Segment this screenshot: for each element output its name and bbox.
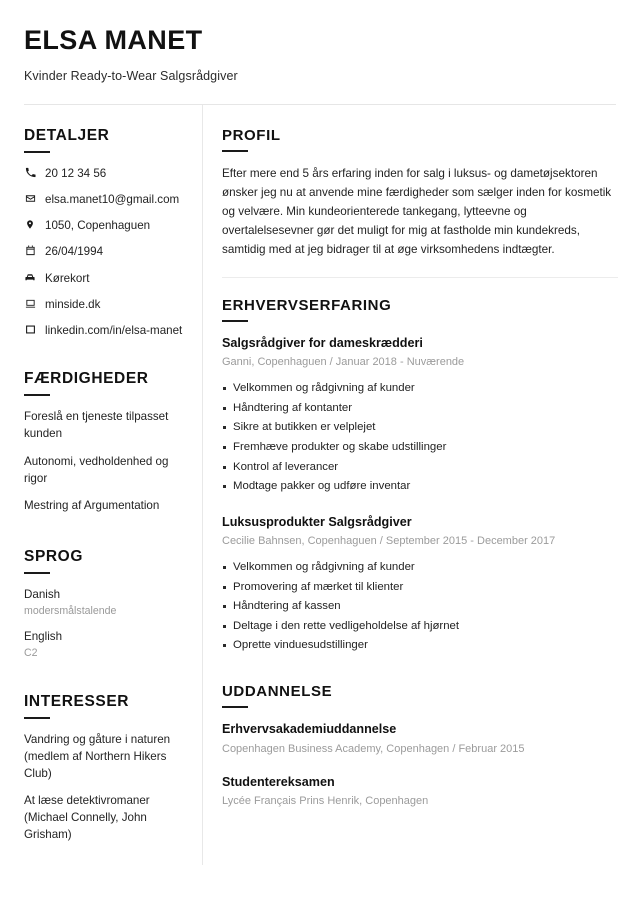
entry-meta: Ganni, Copenhaguen / Januar 2018 - Nuværende [222, 356, 465, 369]
section-heading-skills: FÆRDIGHEDER [24, 370, 149, 388]
heading-underline [24, 572, 50, 574]
contact-item-driving-licence[interactable] [24, 270, 186, 286]
list-item: Sikre at butikken er velplejet [222, 418, 618, 438]
heading-underline [24, 151, 50, 153]
education-entry [222, 721, 618, 756]
profile-text: Efter mere end 5 års erfaring inden for salg i luksus- og dametøjsektoren ønsker jeg nu at anvende mine færdigheder som sælger inden for kosmetik og velvære. Min kundeorienterede tankegang, lytteevne og overtalelsesevner gør det muligt for mig at fastholde min kundekreds, samtidig med at jeg bidrager til at øge virksomhedens indtægter. [222, 166, 612, 256]
entry-meta: Cecilie Bahnsen, Copenhaguen / September 2015 - December 2017 [222, 535, 556, 548]
heading-underline [24, 717, 50, 719]
contact-value: Kørekort [45, 271, 90, 285]
language-name: English [24, 630, 63, 644]
education-entry [222, 774, 618, 809]
section-details [24, 127, 186, 339]
heading-underline [222, 706, 248, 708]
education-list [222, 721, 618, 808]
list-item: Kontrol af leverancer [222, 458, 618, 478]
main-content [203, 105, 640, 855]
contact-value: elsa.manet10@gmail.com [45, 193, 180, 207]
list-item [24, 629, 186, 661]
calendar-icon [24, 244, 36, 258]
list-item: Velkommen og rådgivning af kunder [222, 558, 618, 578]
section-rule [222, 277, 618, 278]
section-heading-languages: SPROG [24, 548, 83, 566]
list-item: Mestring af Argumentation [24, 499, 160, 513]
experience-entry [222, 514, 618, 656]
car-icon [24, 270, 36, 284]
entry-meta: Lycée Français Prins Henrik, Copenhagen [222, 794, 429, 807]
list-item: Foreslå en tjeneste tilpasset kunden [24, 410, 169, 441]
profile-body [222, 165, 618, 260]
contact-item-location[interactable] [24, 218, 186, 234]
spacer [24, 348, 186, 370]
language-name: Danish [24, 588, 61, 602]
list-item: Håndtering af kontanter [222, 399, 618, 419]
section-heading-details: DETALJER [24, 126, 110, 144]
list-item: Deltage i den rette vedligeholdelse af hjørnet [222, 617, 618, 637]
resume-header [0, 0, 640, 83]
entry-bullet-list [222, 379, 618, 497]
language-level: C2 [24, 647, 38, 660]
section-heading-interests: INTERESSER [24, 693, 130, 711]
phone-icon [24, 166, 36, 180]
spacer [24, 526, 186, 548]
section-interests [24, 693, 186, 844]
contact-item-email[interactable] [24, 192, 186, 208]
job-title: Kvinder Ready-to-Wear Salgsrådgiver [24, 68, 238, 83]
page-title: ELSA MANET [24, 25, 203, 55]
list-item: Autonomi, vedholdenhed og rigor [24, 454, 169, 485]
heading-underline [24, 394, 50, 396]
experience-list [222, 335, 618, 656]
section-experience [222, 297, 618, 656]
contact-item-birthdate[interactable] [24, 244, 186, 260]
section-profile [222, 127, 618, 260]
sidebar [0, 105, 202, 855]
list-item: Velkommen og rådgivning af kunder [222, 379, 618, 399]
contact-value: 20 12 34 56 [45, 167, 107, 180]
entry-degree: Studentereksamen [222, 774, 335, 789]
section-languages [24, 548, 186, 661]
column-divider [202, 105, 203, 865]
entry-role: Salgsrådgiver for dameskrædderi [222, 335, 423, 350]
location-pin-icon [24, 218, 36, 232]
list-item: Håndtering af kassen [222, 597, 618, 617]
entry-meta: Copenhagen Business Academy, Copenhagen / Februar 2015 [222, 742, 525, 755]
contact-item-website[interactable] [24, 296, 186, 312]
section-heading-profile: PROFIL [222, 126, 281, 144]
linkedin-icon [24, 322, 36, 336]
entry-role: Luksusprodukter Salgsrådgiver [222, 514, 412, 529]
entry-degree: Erhvervsakademiuddannelse [222, 722, 397, 737]
resume-body [0, 105, 640, 855]
list-item: Oprette vinduesudstillinger [222, 636, 618, 656]
contact-value: 26/04/1994 [45, 245, 104, 259]
entry-bullet-list [222, 558, 618, 656]
contact-value: 1050, Copenhaguen [45, 219, 151, 233]
section-heading-experience: ERHVERVSERFARING [222, 296, 392, 314]
languages-list [24, 587, 186, 661]
heading-underline [222, 320, 248, 322]
list-item [24, 587, 186, 619]
contact-value: linkedin.com/in/elsa-manet [45, 323, 183, 337]
experience-entry [222, 335, 618, 497]
list-item: At læse detektivromaner (Michael Connelly, John Grisham) [24, 794, 150, 841]
details-list [24, 166, 186, 339]
website-icon [24, 296, 36, 310]
section-skills [24, 370, 186, 515]
list-item: Promovering af mærket til klienter [222, 578, 618, 598]
spacer [222, 673, 618, 683]
list-item: Fremhæve produkter og skabe udstillinger [222, 438, 618, 458]
contact-item-phone[interactable] [24, 166, 186, 182]
list-item: Vandring og gåture i naturen (medlem af Northern Hikers Club) [24, 733, 171, 780]
column-divider-wrap [202, 105, 203, 855]
heading-underline [222, 150, 248, 152]
skills-list [24, 409, 186, 515]
spacer [24, 671, 186, 693]
section-heading-education: UDDANNELSE [222, 683, 333, 701]
language-level: modersmålstalende [24, 605, 117, 618]
email-icon [24, 192, 36, 206]
interests-list [24, 732, 186, 844]
section-education [222, 683, 618, 809]
contact-item-linkedin[interactable] [24, 322, 186, 338]
contact-value: minside.dk [45, 297, 101, 311]
list-item: Modtage pakker og udføre inventar [222, 477, 618, 497]
